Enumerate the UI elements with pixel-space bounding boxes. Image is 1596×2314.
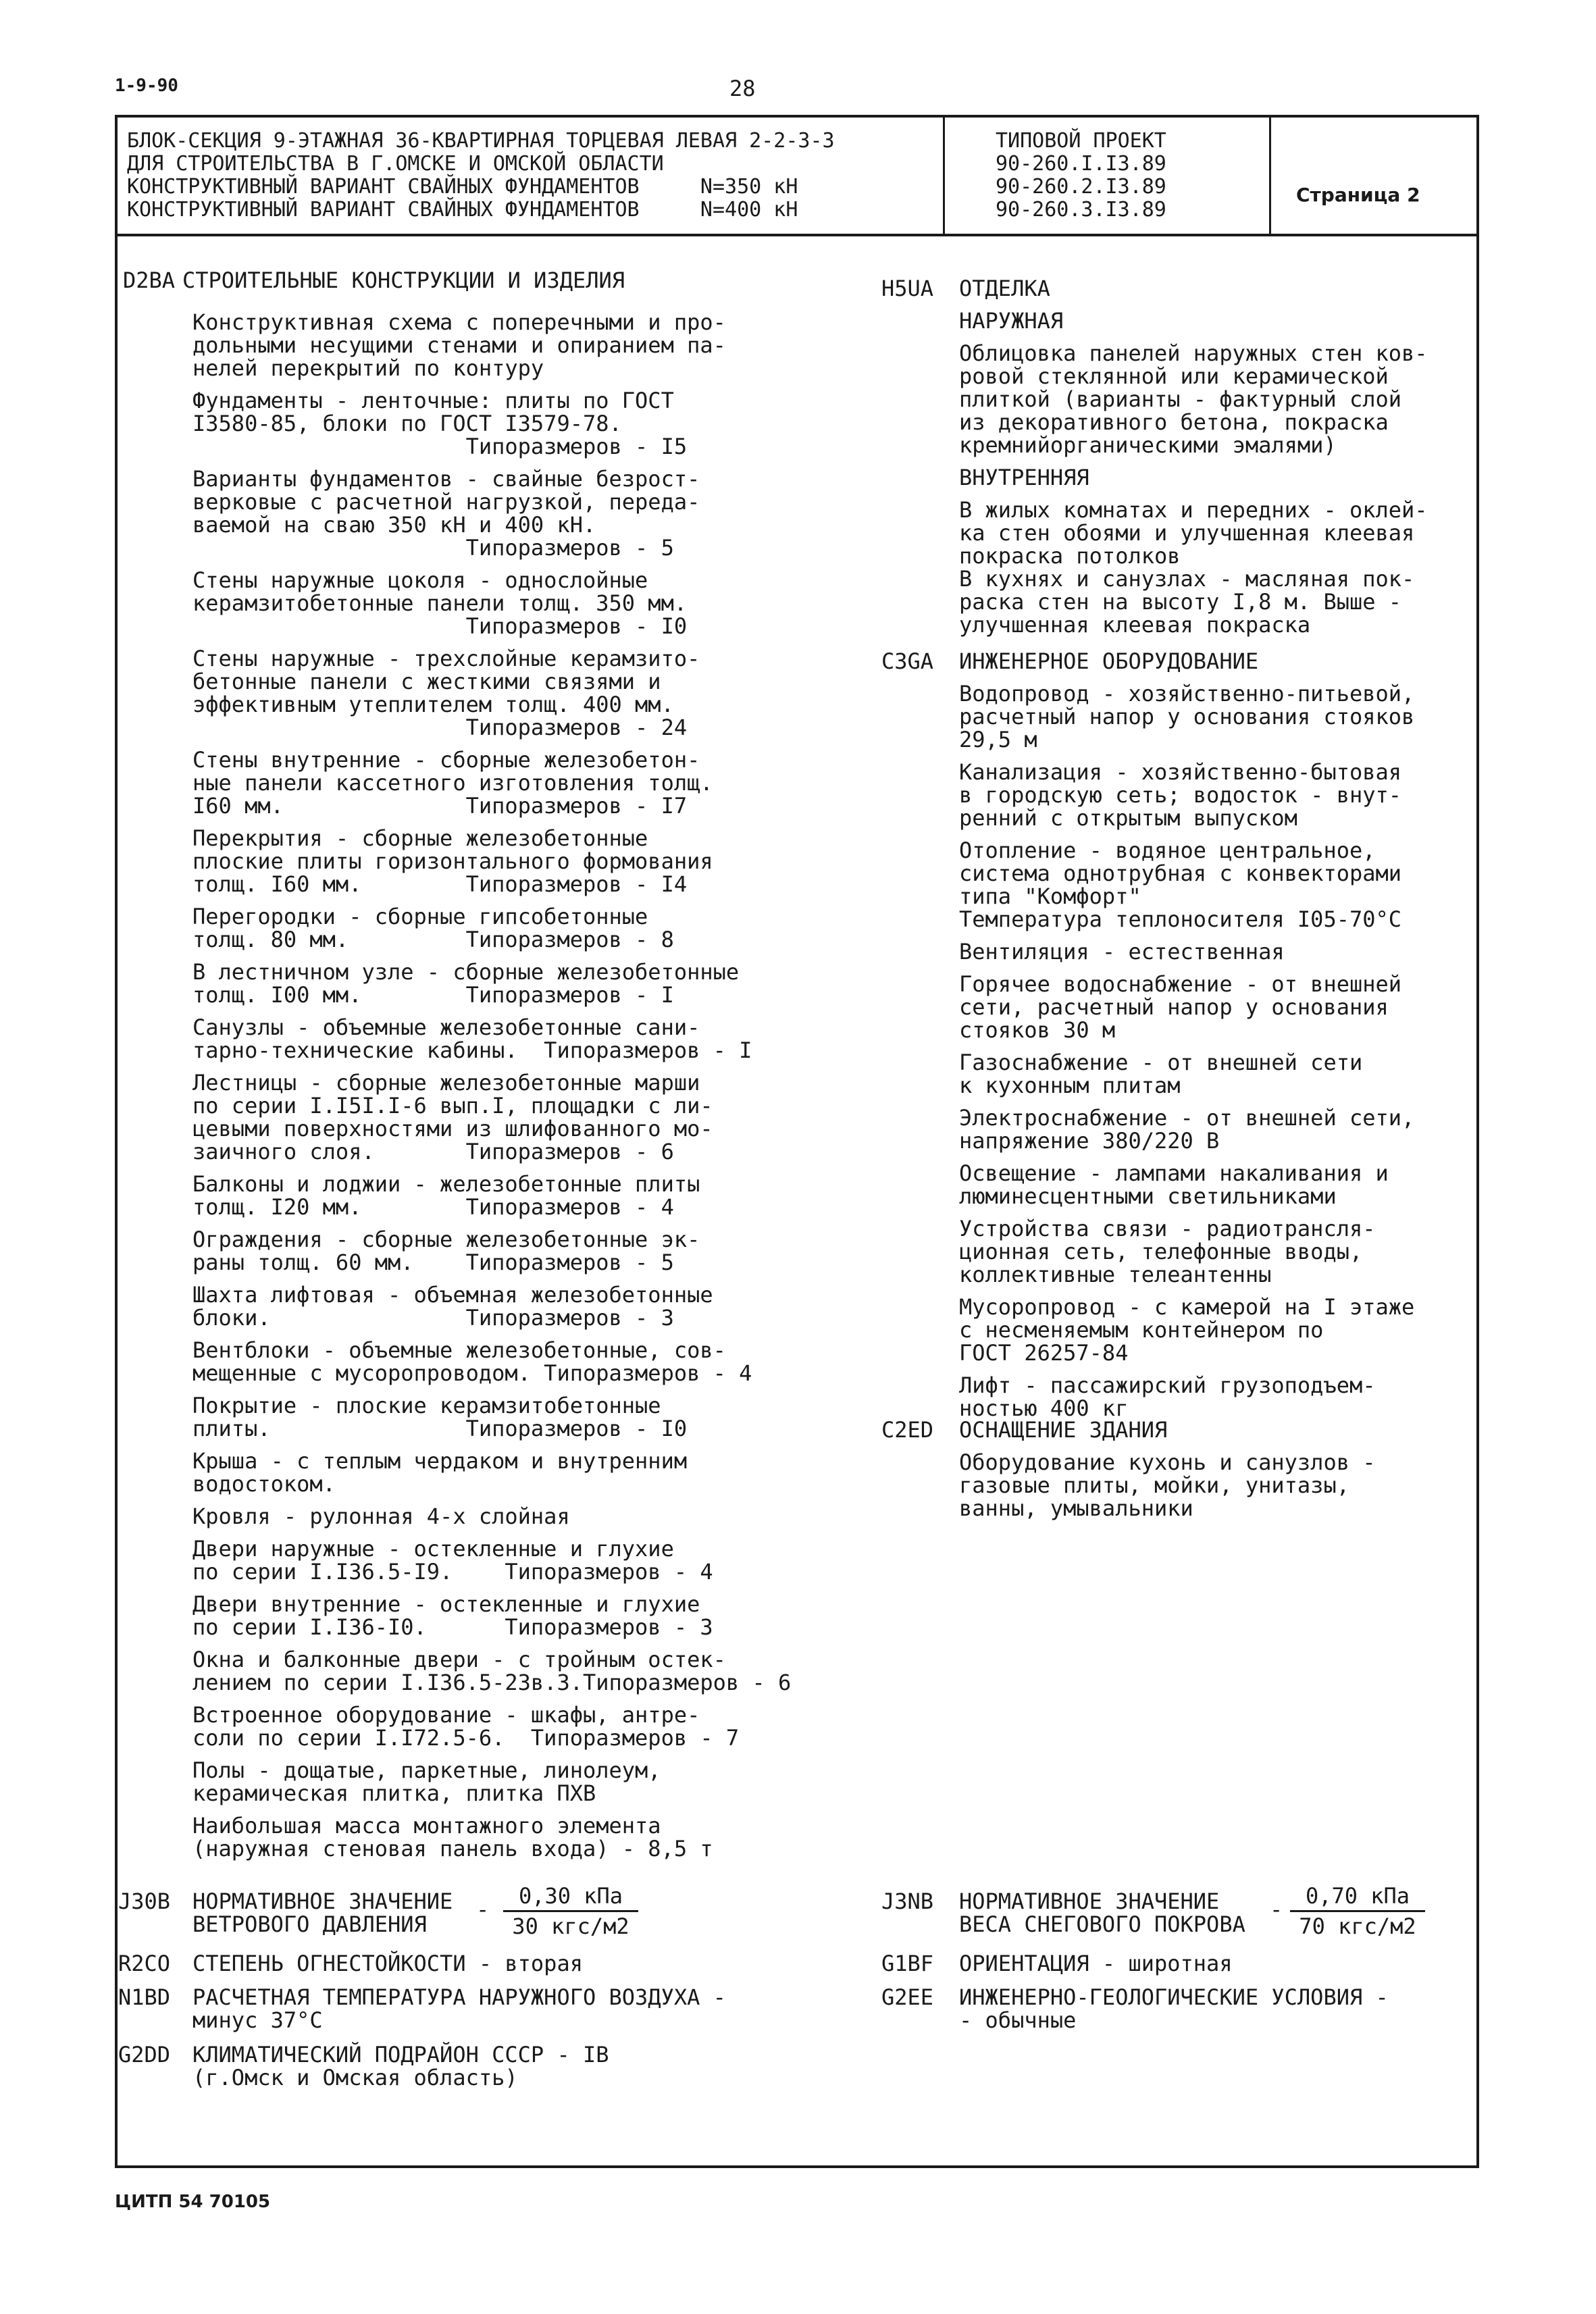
section-code: C3GA xyxy=(881,648,934,674)
title-block-divider xyxy=(1269,118,1271,234)
list-item: Двери внутренние - остекленные и глухие по серии I.I36-I0. Типоразмеров - 3 xyxy=(192,1591,713,1640)
footer-stamp: ЦИТП 54 70105 xyxy=(115,2192,271,2212)
fire-text: СТЕПЕНЬ ОГНЕСТОЙКОСТИ - вторая xyxy=(192,1951,583,1976)
list-item: Двери наружные - остекленные и глухие по серии I.I36.5-I9. Типоразмеров - 4 xyxy=(192,1536,713,1585)
construction-list xyxy=(192,311,868,1870)
wind-value-kgs: 30 кгс/м2 xyxy=(512,1913,629,1939)
snow-value-kgs: 70 кгс/м2 xyxy=(1299,1913,1416,1939)
document-title: БЛОК-СЕКЦИЯ 9-ЭТАЖНАЯ 36-КВАРТИРНАЯ ТОРЦЕВАЯ ЛЕВАЯ 2-2-3-3 ДЛЯ СТРОИТЕЛЬСТВА В Г.ОМСКЕ И ОМСКОЙ ОБЛАСТИ КОНСТРУКТИВНЫЙ ВАРИАНТ СВАЙНЫХ ФУНДАМЕНТОВ N=350 кН КОНСТРУКТИВНЫЙ ВАРИАНТ СВАЙНЫХ ФУНДАМЕНТОВ N=400 кН xyxy=(127,129,835,222)
page-number: 28 xyxy=(729,76,756,101)
wind-value-kpa: 0,30 кПа xyxy=(503,1884,638,1912)
climate-text: КЛИМАТИЧЕСКИЙ ПОДРАЙОН СССР - IB (г.Омск и Омская область) xyxy=(192,2042,609,2090)
list-item: Ограждения - сборные железобетонные эк- раны толщ. 60 мм. Типоразмеров - 5 xyxy=(192,1227,700,1275)
list-item: Варианты фундаментов - свайные безрост- верковые с расчетной нагрузкой, переда- ваемой на сваю 350 кН и 400 кН. Типоразмеров - 5 xyxy=(192,466,700,561)
section-heading: СТРОИТЕЛЬНЫЕ КОНСТРУКЦИИ И ИЗДЕЛИЯ xyxy=(182,267,625,293)
list-item: Конструктивная схема с поперечными и про- дольными несущими стенами и опиранием па- нелей перекрытий по контуру xyxy=(192,309,726,381)
list-item: Отопление - водяное центральное, система однотрубная с конвекторами типа "Комфорт" Температура теплоносителя I05-70°С xyxy=(959,838,1402,932)
list-item: Санузлы - объемные железобетонные сани- тарно-технические кабины. Типоразмеров - I xyxy=(192,1014,752,1063)
list-item: Фундаменты - ленточные: плиты по ГОСТ I3580-85, блоки по ГОСТ I3579-78. Типоразмеров - I5 xyxy=(192,388,688,459)
sheet-label: Страница 2 xyxy=(1296,184,1420,206)
section-code: C2ED xyxy=(881,1417,934,1443)
list-item: Крыша - с теплым чердаком и внутренним водостоком. xyxy=(192,1448,688,1497)
equipment-text: Оборудование кухонь и санузлов - газовые плиты, мойки, унитазы, ванны, умывальники xyxy=(959,1449,1376,1521)
list-item: Балконы и лоджии - железобетонные плиты толщ. I20 мм. Типоразмеров - 4 xyxy=(192,1171,700,1220)
subheading-outer: НАРУЖНАЯ xyxy=(959,308,1064,334)
temp-text: РАСЧЕТНАЯ ТЕМПЕРАТУРА НАРУЖНОГО ВОЗДУХА - минус 37°С xyxy=(192,1984,726,2033)
snow-value-fraction xyxy=(1290,1884,1425,1938)
list-item: Лифт - пассажирский грузоподъем- ностью 400 кг xyxy=(959,1372,1376,1421)
list-item: Кровля - рулонная 4-х слойная xyxy=(192,1503,570,1529)
orientation-code: G1BF xyxy=(881,1951,934,1976)
fire-code: R2CO xyxy=(118,1951,171,1976)
section-heading: ОТДЕЛКА xyxy=(959,276,1050,301)
list-item: Газоснабжение - от внешней сети к кухонным плитам xyxy=(959,1050,1363,1098)
inner-finish-text: В жилых комнатах и передних - оклей- ка стен обоями и улучшенная клеевая покраска потолков В кухнях и санузлах - масляная пок- раска стен на высоту I,8 м. Выше - улучшенная клеевая покраска xyxy=(959,497,1428,638)
list-item: Лестницы - сборные железобетонные марши по серии I.I5I.I-6 вып.I, площадки с ли- цевыми поверхностями из шлифованного мо- заичного слоя. Типоразмеров - 6 xyxy=(192,1070,713,1164)
orientation-text: ОРИЕНТАЦИЯ - широтная xyxy=(959,1951,1233,1976)
dash: - xyxy=(476,1897,490,1922)
finishing-section xyxy=(959,309,1472,646)
section-code: D2BA xyxy=(123,267,176,293)
list-item: Электроснабжение - от внешней сети, напряжение 380/220 В xyxy=(959,1105,1415,1154)
subheading-inner: ВНУТРЕННЯЯ xyxy=(959,465,1089,490)
engineering-list xyxy=(959,682,1472,1429)
wind-label: НОРМАТИВНОЕ ЗНАЧЕНИЕ ВЕТРОВОГО ДАВЛЕНИЯ xyxy=(192,1888,453,1937)
list-item: Мусоропровод - с камерой на I этаже с несменяемым контейнером по ГОСТ 26257-84 xyxy=(959,1294,1415,1366)
list-item: Стены наружные - трехслойные керамзито- бетонные панели с жесткими связями и эффективным утеплителем толщ. 400 мм. Типоразмеров - 24 xyxy=(192,646,700,740)
section-heading: ИНЖЕНЕРНОЕ ОБОРУДОВАНИЕ xyxy=(959,648,1259,674)
list-item: Вентблоки - объемные железобетонные, сов- мещенные с мусоропроводом. Типоразмеров - 4 xyxy=(192,1337,752,1386)
document-code: 1-9-90 xyxy=(115,76,178,96)
list-item: Наибольшая масса монтажного элемента (наружная стеновая панель входа) - 8,5 т xyxy=(192,1813,713,1861)
geology-code: G2EE xyxy=(881,1984,934,2010)
list-item: В лестничном узле - сборные железобетонные толщ. I00 мм. Типоразмеров - I xyxy=(192,959,740,1008)
wind-value-fraction xyxy=(503,1884,638,1938)
list-item: Вентиляция - естественная xyxy=(959,939,1285,965)
list-item: Горячее водоснабжение - от внешней сети, расчетный напор у основания стояков 30 м xyxy=(959,971,1402,1043)
temp-code: N1BD xyxy=(118,1984,171,2010)
outer-finish-text: Облицовка панелей наружных стен ков- ровой стеклянной или керамической плиткой (варианты - фактурный слой из декоративного бетона, покраска кремнийорганическими эмалями) xyxy=(959,340,1428,458)
list-item: Шахта лифтовая - объемная железобетонные блоки. Типоразмеров - 3 xyxy=(192,1282,713,1331)
list-item: Канализация - хозяйственно-бытовая в городскую сеть; водосток - внут- ренний с открытым выпуском xyxy=(959,759,1402,831)
wind-code: J30B xyxy=(118,1888,171,1914)
list-item: Полы - дощатые, паркетные, линолеум, керамическая плитка, плитка ПХВ xyxy=(192,1757,661,1806)
dash: - xyxy=(1270,1897,1283,1922)
section-code: H5UA xyxy=(881,276,934,301)
title-block-divider xyxy=(943,118,945,234)
section-heading: ОСНАЩЕНИЕ ЗДАНИЯ xyxy=(959,1417,1168,1443)
list-item: Покрытие - плоские керамзитобетонные плиты. Типоразмеров - I0 xyxy=(192,1393,688,1441)
list-item: Перекрытия - сборные железобетонные плоские плиты горизонтального формования толщ. I60 мм. Типоразмеров - I4 xyxy=(192,825,713,897)
list-item: Перегородки - сборные гипсобетонные толщ. 80 мм. Типоразмеров - 8 xyxy=(192,904,674,952)
snow-code: J3NB xyxy=(881,1888,934,1914)
snow-value-kpa: 0,70 кПа xyxy=(1290,1884,1425,1912)
project-numbers: ТИПОВОЙ ПРОЕКТ 90-260.I.I3.89 90-260.2.I3.89 90-260.3.I3.89 xyxy=(996,129,1166,222)
climate-code: G2DD xyxy=(118,2042,171,2067)
list-item: Стены наружные цоколя - однослойные керамзитобетонные панели толщ. 350 мм. Типоразмеров - I0 xyxy=(192,567,688,639)
geology-text: ИНЖЕНЕРНО-ГЕОЛОГИЧЕСКИЕ УСЛОВИЯ - - обычные xyxy=(959,1984,1389,2033)
list-item: Окна и балконные двери - с тройным остек- лением по серии I.I36.5-23в.3.Типоразмеров - 6 xyxy=(192,1647,792,1695)
title-block xyxy=(115,115,1479,236)
list-item: Освещение - лампами накаливания и люминесцентными светильниками xyxy=(959,1160,1389,1209)
list-item: Встроенное оборудование - шкафы, антре- соли по серии I.I72.5-6. Типоразмеров - 7 xyxy=(192,1702,740,1751)
list-item: Устройства связи - радиотрансля- ционная сеть, телефонные вводы, коллективные телеантенны xyxy=(959,1216,1376,1287)
list-item: Водопровод - хозяйственно-питьевой, расчетный напор у основания стояков 29,5 м xyxy=(959,681,1415,752)
snow-label: НОРМАТИВНОЕ ЗНАЧЕНИЕ ВЕСА СНЕГОВОГО ПОКРОВА xyxy=(959,1888,1245,1937)
list-item: Стены внутренние - сборные железобетон- ные панели кассетного изготовления толщ. I60 мм. Типоразмеров - I7 xyxy=(192,747,713,819)
